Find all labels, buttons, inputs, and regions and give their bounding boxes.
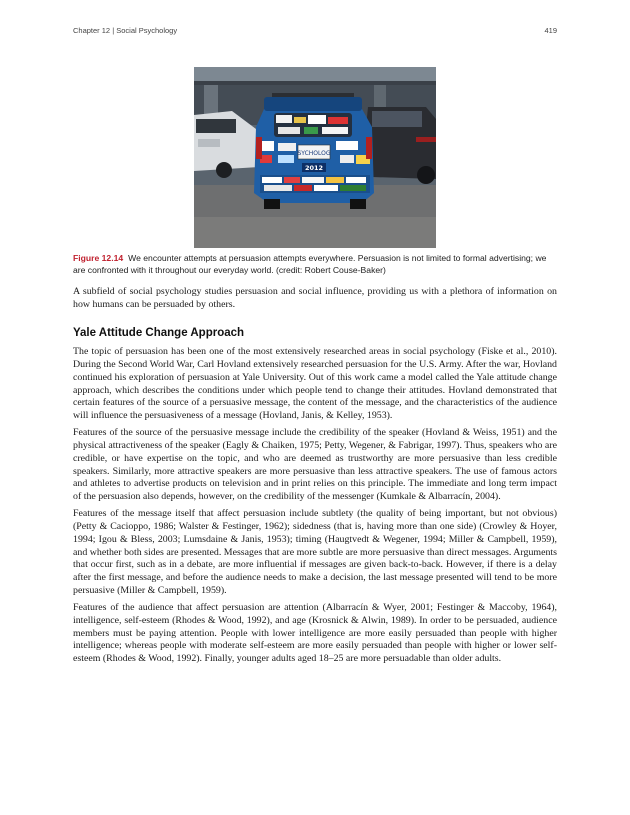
intro-paragraph: A subfield of social psychology studies persuasion and social influence, providing us with a plethora of information on how humans can be persuaded by others.	[73, 286, 557, 310]
page-header	[73, 26, 557, 35]
license-plate-text: SYCHOLOG	[297, 150, 331, 157]
paragraph-message-features: Features of the message itself that affect persuasion include subtlety (the quality of being important, but not obvious) (Petty & Cacioppo, 1986; Walster & Festinger, 1962); sidedness (that is, having more than one side) (Crowley & Hoyer, 1994; Igou & Bless, 2003; Lumsdaine & Janis, 1953); timing (Haugtvedt & Wegener, 1994; Miller & Campbell, 1959), and whether both sides are presented. Messages that are more subtle are more persuasive than direct messages. Arguments that occur first, such as in a debate, are more influential if messages are given back-to-back. However, if there is a delay after the first message, and before the audience needs to make a decision, the last message presented will tend to be more persuasive (Miller & Campbell, 1959).	[73, 508, 557, 596]
chapter-title: Chapter 12 | Social Psychology	[73, 26, 178, 35]
figure-caption	[73, 252, 557, 276]
page-number: 419	[544, 26, 557, 35]
figure-label: Figure 12.14	[73, 253, 124, 263]
paragraph-history: The topic of persuasion has been one of the most extensively researched areas in social psychology (Fiske et al., 2010). During the Second World War, Carl Hovland extensively researched persuasion for the U.S. Army. After the war, Hovland continued his exploration of persuasion at Yale University. Out of this work came a model called the Yale attitude change approach, which describes the conditions under which people tend to change their attitudes. Hovland demonstrated that certain features of the source of a persuasive message, the content of the message, and the characteristics of the audience will influence the persuasiveness of a message (Hovland, Janis, & Kelley, 1953).	[73, 346, 557, 421]
sticker-year-text: 2012	[304, 164, 324, 172]
car-stickers-illustration	[194, 67, 436, 248]
figure-caption-text: We encounter attempts at persuasion attempts everywhere. Persuasion is not limited to formal advertising; we are confronted with it throughout our everyday world. (credit: Robert Couse-Baker)	[73, 253, 547, 276]
paragraph-source-features: Features of the source of the persuasive message include the credibility of the speaker (Hovland & Weiss, 1951) and the physical attractiveness of the speaker (Eagly & Chaiken, 1975; Petty, Wegener, & Fabrigar, 1997). Thus, speakers who are credible, or have expertise on the topic, and who are deemed as trustworthy are more persuasive than less credible speakers. Similarly, more attractive speakers are more persuasive than less attractive speakers. The use of famous actors and athletes to advertise products on television and in print relies on this principle. The immediate and long term impact of the persuasion also depends, however, on the credibility of the messenger (Kumkale & Albarracín, 2004).	[73, 427, 557, 502]
figure-photo	[194, 67, 436, 248]
paragraph-audience-features: Features of the audience that affect persuasion are attention (Albarracín & Wyer, 2001; Festinger & Maccoby, 1964), intelligence, self-esteem (Rhodes & Wood, 1992), and age (Krosnick & Alwin, 1989). In order to be persuaded, audience members must be paying attention. People with lower intelligence are more easily persuaded than people with higher intelligence; whereas people with moderate self-esteem are more easily persuaded than people with higher or lower self-esteem (Rhodes & Wood, 1992). Finally, younger adults aged 18–25 are more persuadable than older adults.	[73, 602, 557, 664]
main-content	[73, 286, 557, 670]
section-heading: Yale Attitude Change Approach	[73, 326, 245, 339]
